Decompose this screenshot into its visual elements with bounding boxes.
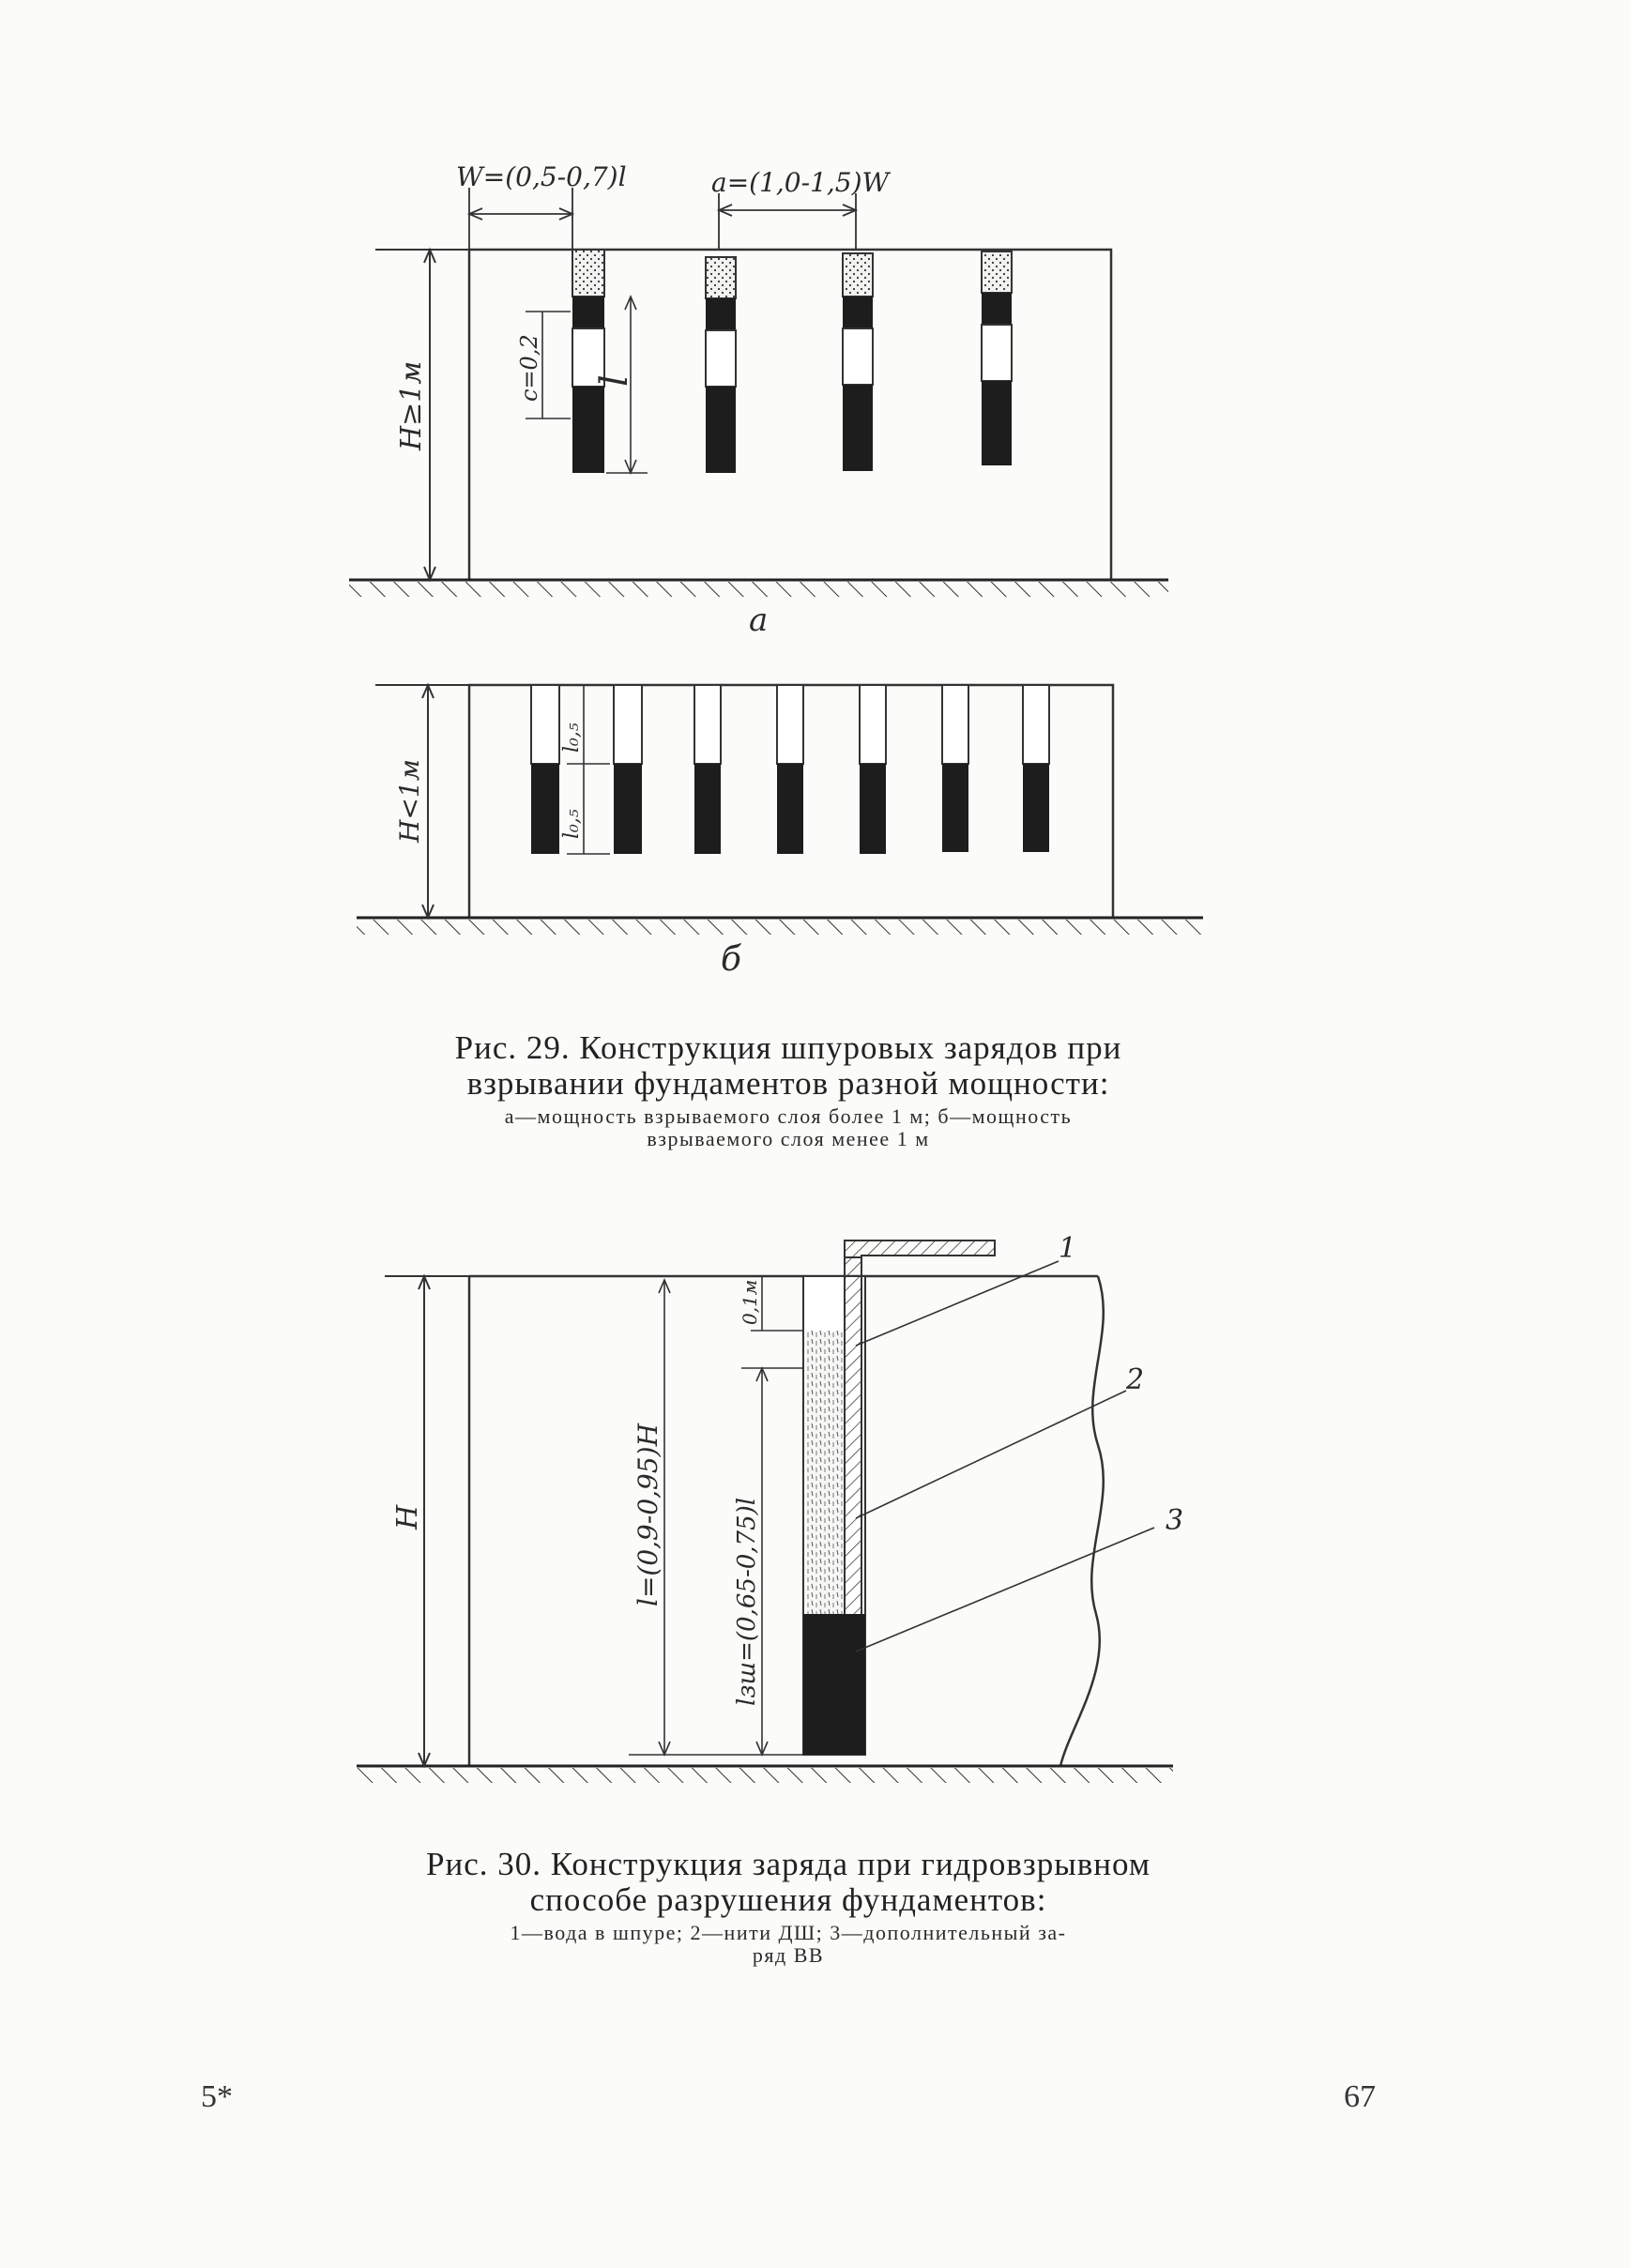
figure-30-caption [375,1847,1201,1967]
foundation-block [469,250,1111,580]
water-in-hole [805,1331,843,1650]
panel-letter-a: а [749,601,769,639]
figure-29-caption [375,1030,1201,1150]
figure-29-title-line1: Рис. 29. Конструкция шпуровых зарядов при [454,1029,1122,1066]
blast-hole-b2 [614,685,642,854]
cord-top-bend [845,1241,995,1257]
callout-2: 2 [1126,1363,1145,1396]
blast-hole-b4 [777,685,803,854]
hole-length-label: l=(0,9-0,95)H [633,1423,663,1606]
stemming-label: c=0,2 [516,334,542,402]
figure-29-legend-line1: а—мощность взрываемого слоя более 1 м; б—мощность [504,1104,1073,1128]
height-label-b: H<1м [394,759,425,843]
figure-29a-diagram [0,141,1631,666]
top-gap-label: 0,1м [739,1279,761,1325]
additional-charge [803,1614,865,1755]
blast-hole-b3 [694,685,721,854]
foundation-block-30 [469,1276,1104,1766]
blast-hole-b7 [1023,685,1049,852]
figure-30-diagram [0,1220,1631,1802]
blast-hole-3 [843,253,873,471]
blast-hole-4 [982,251,1012,465]
figure-30-legend-line1: 1—вода в шпуре; 2—нити ДШ; 3—дополнительный за- [510,1921,1067,1944]
upper-length-label: l₀,₅ [560,723,584,753]
blast-hole-b5 [860,685,886,854]
figure-30-title-line1: Рис. 30. Конструкция заряда при гидровзрывном [426,1846,1151,1882]
blast-hole-b6 [942,685,968,852]
lower-length-label: l₀,₅ [560,809,584,839]
w-spacing-label: W=(0,5-0,7)l [456,161,627,192]
ground-hatching-b [357,920,1203,935]
ground-hatching [349,582,1168,597]
figure-30-title-line2: способе разрушения фундаментов: [529,1881,1047,1918]
page-number: 67 [1344,2079,1376,2114]
blast-hole-1 [572,250,604,473]
callout-3: 3 [1166,1504,1184,1537]
panel-letter-b: б [721,940,741,979]
charge-length-label: lзш=(0,65-0,75)l [733,1497,761,1706]
length-label-a: l [593,374,636,387]
height-label-a: H≥1м [395,360,428,450]
figure-30-legend-line2: ряд ВВ [752,1943,825,1967]
callout-1: 1 [1059,1232,1077,1265]
figure-29-title-line2: взрывании фундаментов разной мощности: [466,1065,1110,1102]
blast-hole-2 [706,257,736,473]
height-label-30: H [391,1504,424,1530]
ground-hatching-30 [357,1768,1173,1783]
a-spacing-label: a=(1,0-1,5)W [711,167,890,198]
signature-mark: 5* [201,2079,233,2114]
figure-29-legend-line2: взрываемого слоя менее 1 м [647,1127,930,1150]
blast-hole-b1 [531,685,559,854]
figure-29b-diagram [0,666,1631,985]
